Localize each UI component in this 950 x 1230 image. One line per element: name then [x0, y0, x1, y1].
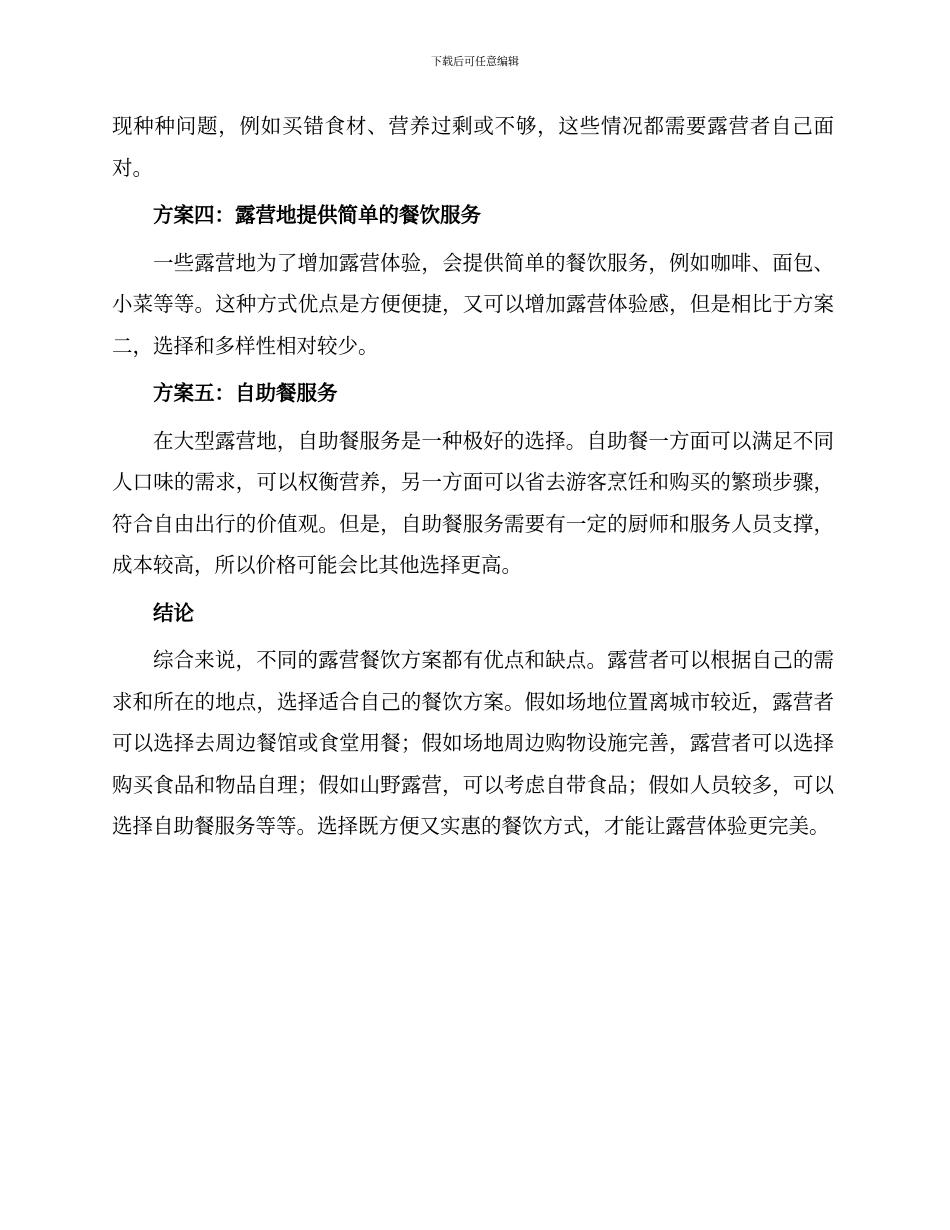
- conclusion-paragraph: 综合来说，不同的露营餐饮方案都有优点和缺点。露营者可以根据自己的需求和所在的地点，选择适合自己的餐饮方案。假如场地位置离城市较近，露营者可以选择去周边餐馆或食堂用餐；假如场地周边购物设施完善，露营者可以选择购买食品和物品自理；假如山野露营，可以考虑自带食品；假如人员较多，可以选择自助餐服务等等。选择既方便又实惠的餐饮方式，才能让露营体验更完美。: [112, 648, 834, 838]
- plan5-heading: 方案五：自助餐服务: [153, 381, 338, 405]
- plan5-paragraph: 在大型露营地，自助餐服务是一种极好的选择。自助餐一方面可以满足不同人口味的需求，可以权衡营养，另一方面可以省去游客烹饪和购买的繁琐步骤，符合自由出行的价值观。但是，自助餐服务需要有一定的厨师和服务人员支撑，成本较高，所以价格可能会比其他选择更高。: [112, 428, 834, 577]
- page-header: 下载后可任意编辑: [431, 55, 519, 68]
- document-body: [112, 106, 834, 848]
- conclusion-heading: 结论: [153, 600, 194, 625]
- intro-continuation-paragraph: 现种种问题，例如买错食材、营养过剩或不够，这些情况都需要露营者自己面对。: [112, 114, 834, 180]
- plan4-heading: 方案四：露营地提供简单的餐饮服务: [153, 203, 481, 227]
- plan4-paragraph: 一些露营地为了增加露营体验，会提供简单的餐饮服务，例如咖啡、面包、小菜等等。这种方式优点是方便便捷，又可以增加露营体验感，但是相比于方案二，选择和多样性相对较少。: [112, 250, 834, 358]
